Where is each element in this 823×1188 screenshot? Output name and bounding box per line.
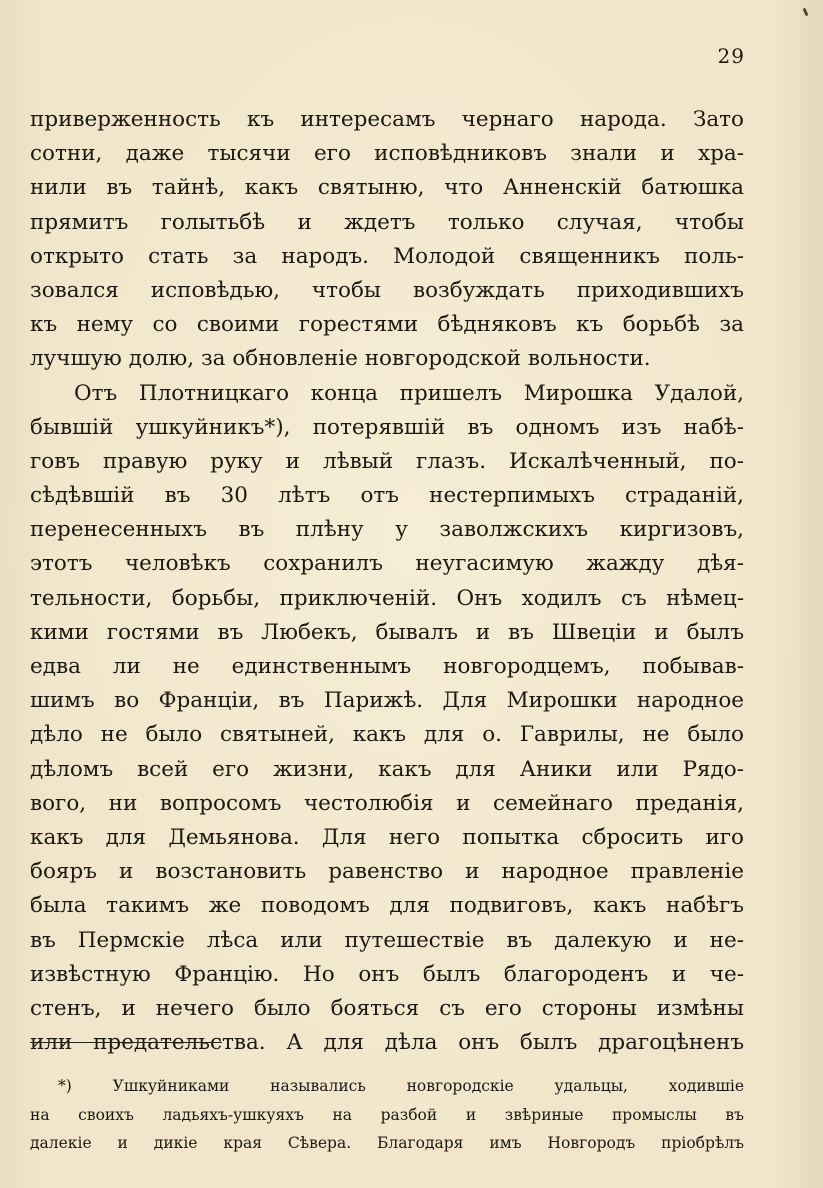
- text-line: приверженность къ интересамъ чернаго народа. Зато: [30, 107, 744, 132]
- text-line: дѣломъ всей его жизни, какъ для Аники или Рядо-: [30, 756, 744, 782]
- text-line: зовался исповѣдью, чтобы возбуждать приходившихъ: [30, 277, 744, 303]
- text-line: сѣдѣвшій въ 30 лѣтъ отъ нестерпимыхъ страданій,: [30, 483, 744, 509]
- text-line: или предательства. А для дѣла онъ былъ драгоцѣненъ: [30, 1030, 744, 1056]
- text-line: открыто стать за народъ. Молодой священникъ поль-: [30, 243, 744, 269]
- text-line: вого, ни вопросомъ честолюбія и семейнаго преданія,: [30, 790, 744, 816]
- paragraph-start-line: Отъ Плотницкаго конца пришелъ Мирошка Удалой,: [74, 380, 744, 406]
- text-line: кими гостями въ Любекъ, бывалъ и въ Швеціи и былъ: [30, 619, 744, 645]
- text-line: бояръ и возстановить равенство и народное правленіе: [30, 859, 744, 885]
- text-line: стенъ, и нечего было бояться съ его стороны измѣны: [30, 995, 744, 1021]
- text-line: въ Пермскіе лѣса или путешествіе въ далекую и не-: [30, 927, 744, 953]
- text-line: шимъ во Франціи, въ Парижѣ. Для Мирошки народное: [30, 688, 744, 714]
- footnote-line: на своихъ ладьяхъ-ушкуяхъ на разбой и звѣриные промыслы въ: [30, 1105, 744, 1124]
- text-line: была такимъ же поводомъ для подвиговъ, какъ набѣгъ: [30, 893, 744, 919]
- text-line: едва ли не единственнымъ новгородцемъ, побывав-: [30, 654, 744, 679]
- text-line: бывшій ушкуйникъ*), потерявшій въ одномъ изъ набѣ-: [30, 414, 744, 440]
- footnote-divider: [30, 1042, 222, 1043]
- text-line: какъ для Демьянова. Для него попытка сбросить иго: [30, 824, 744, 850]
- text-line: говъ правую руку и лѣвый глазъ. Искалѣченный, по-: [30, 448, 744, 474]
- text-line: къ нему со своими горестями бѣдняковъ къ борьбѣ за: [30, 312, 744, 338]
- text-line: извѣстную Францію. Но онъ былъ благороденъ и че-: [30, 961, 744, 987]
- main-text-block: [30, 103, 744, 1060]
- text-line: тельности, борьбы, приключеній. Онъ ходилъ съ нѣмец-: [30, 585, 744, 611]
- text-line: перенесенныхъ въ плѣну у заволжскихъ киргизовъ,: [30, 517, 744, 543]
- text-line: дѣло не было святыней, какъ для о. Гаврилы, не было: [30, 722, 744, 748]
- footnote-line: далекіе и дикіе края Сѣвера. Благодаря имъ Новгородъ пріобрѣлъ: [30, 1134, 744, 1152]
- text-line: этотъ человѣкъ сохранилъ неугасимую жажду дѣя-: [30, 551, 744, 577]
- text-line: прямитъ голытьбѣ и ждетъ только случая, чтобы: [30, 209, 744, 235]
- footnote-line: *) Ушкуйниками назывались новгородскіе удальцы, ходившіе: [58, 1077, 744, 1095]
- text-line: лучшую долю, за обновленіе новгородской вольности.: [30, 346, 651, 372]
- page-number: 29: [717, 44, 745, 68]
- footnote-block: [30, 1072, 744, 1158]
- text-line: нили въ тайнѣ, какъ святыню, что Анненскій батюшка: [30, 175, 744, 201]
- page-speck: [802, 8, 808, 17]
- text-line: сотни, даже тысячи его исповѣдниковъ знали и хра-: [30, 141, 744, 167]
